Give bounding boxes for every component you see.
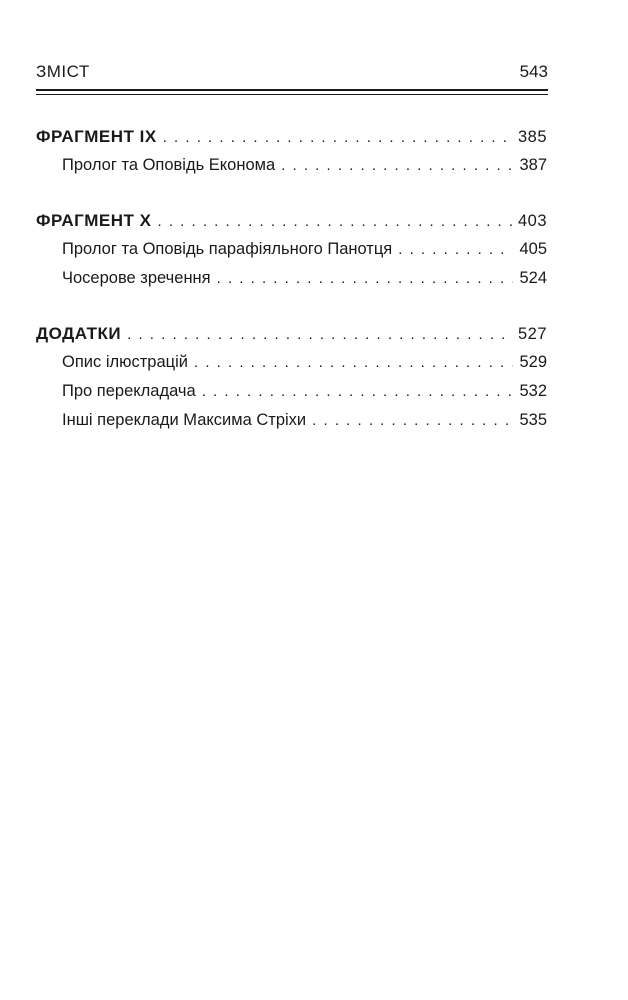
toc-page-number: 529 (519, 353, 547, 371)
toc-entry (36, 406, 547, 435)
toc-page-number: 532 (519, 382, 547, 400)
toc-section-fragment-ix (36, 122, 547, 180)
toc-entry (36, 264, 547, 293)
toc-entry-label: Чосерове зречення (62, 269, 211, 287)
toc-page-number: 403 (517, 212, 547, 230)
running-head-page-number: 543 (519, 62, 548, 81)
toc-section-heading (36, 319, 547, 348)
running-head (36, 62, 548, 86)
toc-entry (36, 377, 547, 406)
header-rule-thin (36, 94, 548, 95)
toc-page-number: 524 (519, 269, 547, 287)
table-of-contents (36, 122, 547, 461)
dot-leader (281, 151, 513, 180)
toc-entry-label: Пролог та Оповідь парафіяльного Панотця (62, 240, 393, 258)
toc-entry-label: Про перекладача (62, 382, 196, 400)
toc-entry-label: Опис ілюстрацій (62, 353, 188, 371)
toc-section-fragment-x (36, 206, 547, 293)
dot-leader (312, 406, 513, 435)
toc-page-number: 387 (519, 156, 547, 174)
toc-section-title: ФРАГМЕНТ IX (36, 127, 157, 146)
dot-leader (202, 377, 514, 406)
toc-section-heading (36, 122, 547, 151)
toc-page-number: 405 (519, 240, 547, 258)
dot-leader (398, 235, 513, 264)
toc-entry (36, 235, 547, 264)
dot-leader (163, 123, 512, 152)
header-rule-thick (36, 89, 548, 91)
toc-entry-label: Пролог та Оповідь Економа (62, 156, 276, 174)
toc-page-number: 385 (517, 128, 547, 146)
dot-leader (217, 264, 514, 293)
dot-leader (127, 320, 512, 349)
toc-entry-label: Інші переклади Максима Стріхи (62, 411, 307, 429)
toc-page-number: 535 (519, 411, 547, 429)
toc-page-number: 527 (517, 325, 547, 343)
toc-section-heading (36, 206, 547, 235)
dot-leader (158, 207, 512, 236)
toc-section-title: ДОДАТКИ (36, 324, 122, 343)
running-head-title: ЗМІСТ (36, 62, 90, 81)
toc-entry (36, 151, 547, 180)
toc-section-appendices (36, 319, 547, 435)
toc-entry (36, 348, 547, 377)
dot-leader (194, 348, 513, 377)
toc-section-title: ФРАГМЕНТ X (36, 211, 152, 230)
